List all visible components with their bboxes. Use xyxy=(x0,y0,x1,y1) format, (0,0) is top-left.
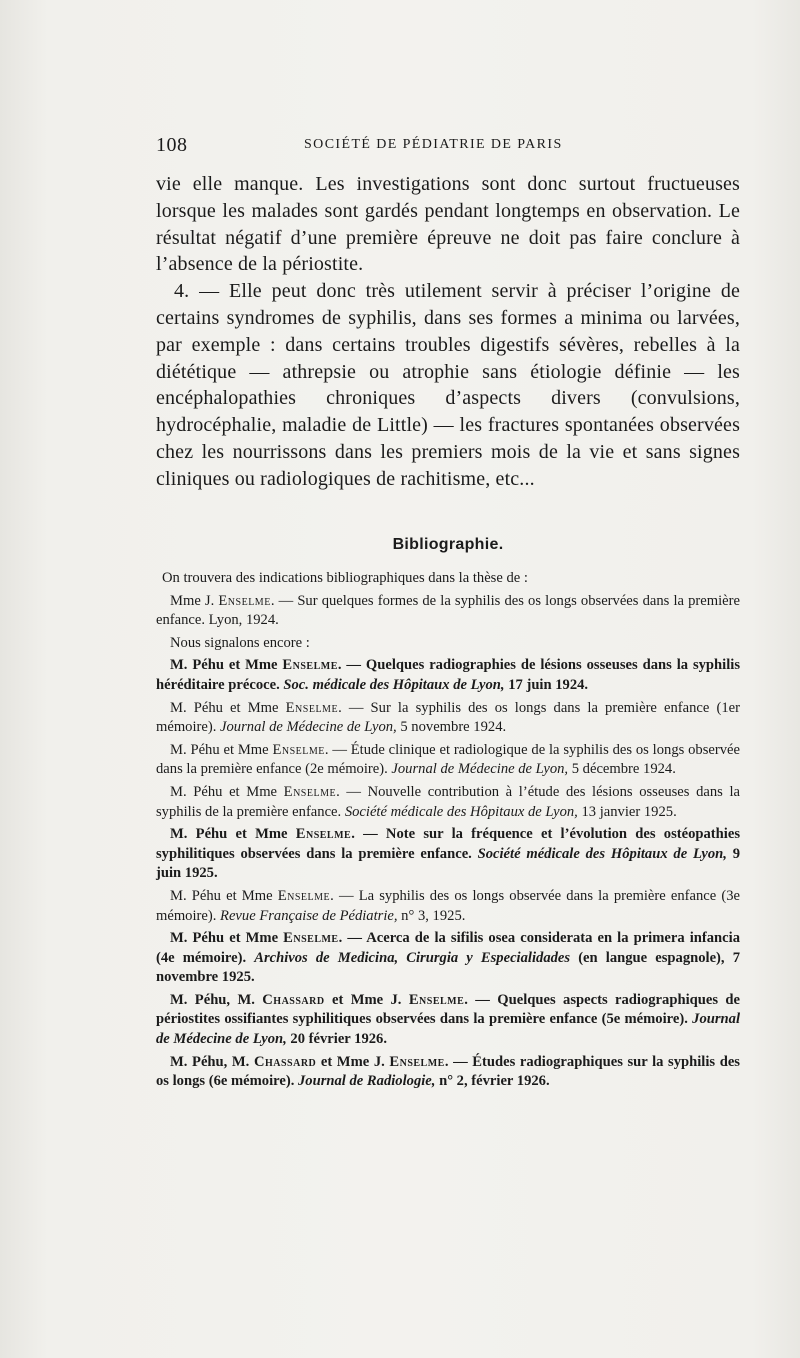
entry-journal: Journal de Médecine de Lyon, xyxy=(220,719,397,736)
entry-text: . — Nouvelle contribution à l’étude des lésions osseuses dans la syphilis de la première enfance. xyxy=(156,783,740,820)
entry-date: 5 novembre 1924. xyxy=(396,719,507,736)
entry-author: M. Péhu, M. xyxy=(170,1053,254,1070)
entry-text: . — Quelques aspects radiographiques de périostites ossifiantes syphilitiques observées dans la première enfance (5e mémoire). xyxy=(156,991,740,1028)
entry-author-2: et Mme J. xyxy=(324,991,409,1008)
entry-text: . — Sur la syphilis des os longs dans la première enfance (1er mémoire). xyxy=(156,699,741,736)
page-header xyxy=(156,134,740,158)
paragraph-2: 4. — Elle peut donc très utilement servir à préciser l’origine de certains syndromes de syphilis, dans ses formes a minima ou larvées, par exemple : dans certains troubles digestifs sévères, rebelles à la diététique — athrepsie ou atrophie sans étiologie définie — les encéphalopathies chroniques d’aspects divers (convulsions, hydrocéphalie, maladie de Little) — les fractures spontanées observées chez les nourrissons dans les premiers mois de la vie et sans signes cliniques ou radiologiques de rachitisme, etc... xyxy=(156,280,740,490)
entry-author-2-surname: Enselme xyxy=(408,991,465,1008)
bibliography-note: Nous signalons encore : xyxy=(170,634,310,651)
entry-date: 20 février 1926. xyxy=(286,1031,387,1048)
entry-author-surname: Enselme xyxy=(285,699,339,716)
bibliography-list xyxy=(156,569,740,1095)
page-number: 108 xyxy=(156,134,188,156)
entry-date: n° 2, février 1926. xyxy=(435,1073,550,1090)
bibliography-entry xyxy=(156,741,740,780)
bibliography-entry xyxy=(156,656,740,695)
entry-author: M. Péhu et Mme xyxy=(170,741,273,758)
entry-author-surname: Enselme xyxy=(282,657,338,674)
entry-journal: Archivos de Medicina, Cirurgia y Especialidades xyxy=(254,949,571,966)
entry-author-2: et Mme J. xyxy=(316,1053,390,1070)
entry-journal: Journal de Médecine de Lyon, xyxy=(156,1011,740,1048)
entry-author: M. Péhu et Mme xyxy=(170,783,284,800)
entry-author: M. Péhu, M. xyxy=(170,991,263,1008)
entry-author: Mme J. xyxy=(170,592,219,609)
entry-author-surname: Enselme xyxy=(295,826,352,843)
entry-author-surname: Enselme xyxy=(283,783,337,800)
bibliography-entry xyxy=(156,592,740,631)
entry-date: 9 juin 1925. xyxy=(156,845,740,882)
entry-text: . — Étude clinique et radiologique de la syphilis des os longs observée dans la première enfance (2e mémoire). xyxy=(156,741,740,778)
paragraph-1: vie elle manque. Les investigations sont donc surtout fructueuses lorsque les malades sont gardés pendant longtemps en observation. Le résultat négatif d’une première épreuve ne doit pas faire conclure à l’absence de la périostite. xyxy=(156,173,740,276)
entry-author-surname: Chassard xyxy=(262,991,325,1008)
entry-journal: Soc. médicale des Hôpitaux de Lyon, xyxy=(283,676,505,693)
entry-author-2-surname: Enselme xyxy=(389,1053,445,1070)
main-text xyxy=(156,171,740,493)
entry-author-surname: Chassard xyxy=(253,1053,317,1070)
bibliography-intro: On trouvera des indications bibliographiques dans la thèse de : xyxy=(162,570,528,586)
entry-author-surname: Enselme xyxy=(283,930,339,947)
entry-date: 17 juin 1924. xyxy=(504,676,589,693)
bibliography-entry xyxy=(156,1053,740,1092)
entry-author-surname: Enselme xyxy=(277,887,331,904)
running-title: SOCIÉTÉ DE PÉDIATRIE DE PARIS xyxy=(304,137,563,152)
bibliography-entry xyxy=(156,887,740,926)
entry-author: M. Péhu et Mme xyxy=(170,699,286,716)
entry-date: n° 3, 1925. xyxy=(397,907,466,924)
bibliography-entry xyxy=(156,783,740,822)
entry-text: . — Note sur la fréquence et l’évolution des ostéopathies syphilitiques observées dans la première enfance. xyxy=(156,826,740,862)
entry-date: 5 décembre 1924. xyxy=(568,761,676,778)
entry-text: . — La syphilis des os longs observée dans la première enfance (3e mémoire). xyxy=(156,887,740,924)
bibliography-entry xyxy=(156,699,740,738)
entry-date: 13 janvier 1925. xyxy=(577,803,677,820)
entry-author: M. Péhu et Mme xyxy=(170,930,284,947)
entry-journal: Société médicale des Hôpitaux de Lyon, xyxy=(344,803,578,820)
entry-text: . — Études radiographiques sur la syphilis des os longs (6e mémoire). xyxy=(156,1053,740,1090)
entry-journal: Journal de Radiologie, xyxy=(298,1073,436,1090)
entry-author: M. Péhu et Mme xyxy=(170,657,283,674)
bibliography-entry xyxy=(156,825,740,884)
entry-author: M. Péhu et Mme xyxy=(170,887,278,904)
entry-journal: Journal de Médecine de Lyon, xyxy=(391,761,569,778)
entry-journal: Revue Française de Pédiatrie, xyxy=(220,907,398,924)
bibliography-entry xyxy=(156,991,740,1050)
entry-text: . — Acerca de la sifilis osea considerata en la primera infancia (4e mémoire). xyxy=(156,930,741,966)
entry-date: (en langue espagnole), 7 novembre 1925. xyxy=(156,949,740,986)
entry-author-surname: Enselme xyxy=(218,592,271,609)
bibliography-heading: Bibliographie. xyxy=(392,536,504,553)
entry-text: . — Quelques radiographies de lésions osseuses dans la syphilis héréditaire précoce. xyxy=(156,657,741,693)
entry-author: M. Péhu et Mme xyxy=(170,826,296,843)
bibliography-entry xyxy=(156,929,740,988)
entry-author-surname: Enselme xyxy=(272,741,325,758)
entry-text: . — Sur quelques formes de la syphilis des os longs observées dans la première enfance. Lyon, 1924. xyxy=(156,592,740,629)
entry-journal: Société médicale des Hôpitaux de Lyon, xyxy=(477,845,727,862)
